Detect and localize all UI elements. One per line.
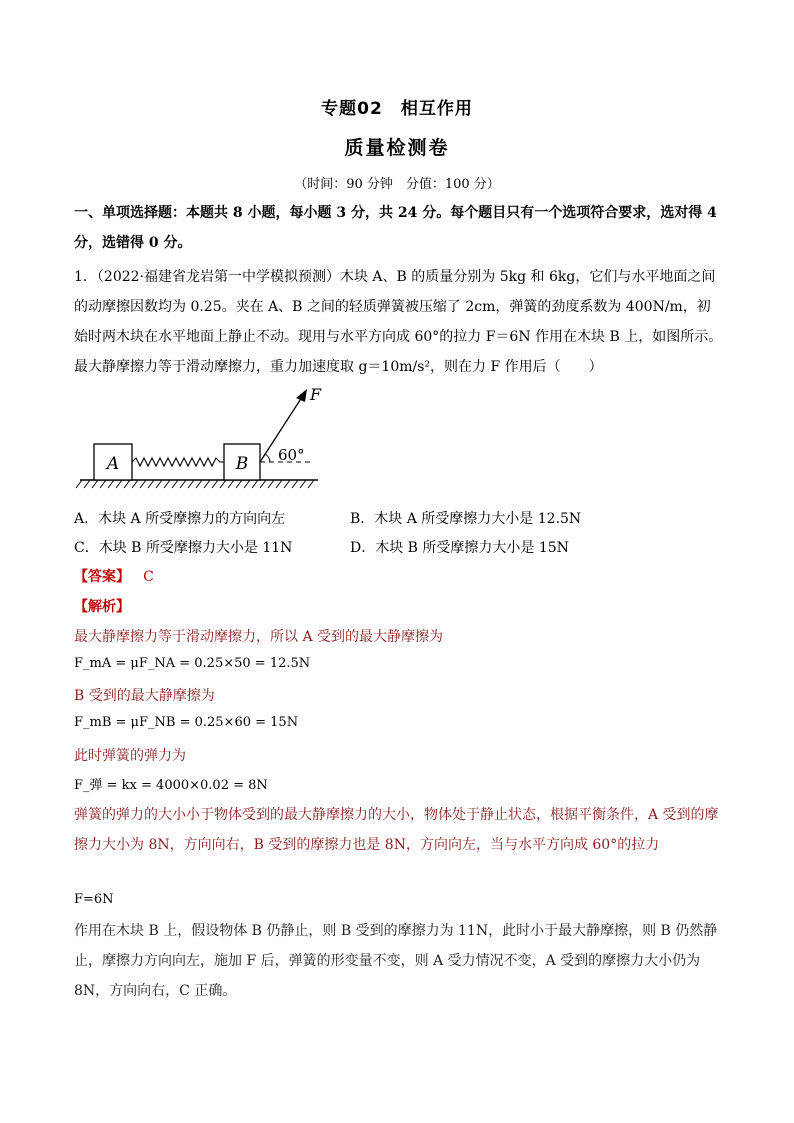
- block-a-label: A: [106, 454, 120, 474]
- answer-value: C: [143, 569, 154, 585]
- question-text: 1．（2022·福建省龙岩第一中学模拟预测）木块 A、B 的质量分别为 5kg 和 6kg，它们与水平地面之间的动摩擦因数均为 0.25。夹在 A、B 之间的轻质弹簧被压缩了 2cm，弹簧的劲度系数为 400N/m，初始时两木块在水平地面上静止不动。现用与水平方向成 60°的拉力 F＝6N 作用在木块 B 上，如图所示。最大静摩擦力等于滑动摩擦力，重力加速度取 g＝10m/s²，则在力 F 作用后（ ）: [74, 269, 723, 375]
- force-label: F: [310, 385, 322, 404]
- physics-figure: [74, 382, 324, 494]
- document-title: 专题02 相互作用: [321, 99, 473, 119]
- option-d: D．木块 B 所受摩擦力大小是 15N: [350, 540, 569, 556]
- equation-4: F=6N: [74, 892, 114, 907]
- analysis-line-3: 此时弹簧的弹力为: [74, 748, 186, 764]
- equation-1: F_mA = μF_NA = 0.25×50 = 12.5N: [74, 656, 311, 671]
- answer-label: 【答案】: [74, 569, 130, 585]
- exam-meta: （时间：90 分钟 分值：100 分）: [294, 177, 500, 192]
- option-c: C．木块 B 所受摩擦力大小是 11N: [74, 540, 293, 556]
- analysis-paragraph-2: 作用在木块 B 上，假设物体 B 仍静止，则 B 受到的摩擦力为 11N，此时小于最大静摩擦，则 B 仍然静止，摩擦力方向向左，施加 F 后，弹簧的形变量不变，则 A 受力情况不变，A 受到的摩擦力大小仍为 8N，方向向右，C 正确。: [74, 923, 718, 999]
- spring: [132, 458, 224, 466]
- answer-row: [74, 566, 154, 586]
- option-b: B．木块 A 所受摩擦力大小是 12.5N: [350, 511, 582, 527]
- option-a: A．木块 A 所受摩擦力的方向向左: [74, 511, 286, 527]
- analysis-paragraph-1: 弹簧的弹力的大小小于物体受到的最大静摩擦力的大小，物体处于静止状态，根据平衡条件，A 受到的摩擦力大小为 8N，方向向右，B 受到的摩擦力也是 8N，方向向左，当与水平方向成 60°的拉力: [74, 807, 719, 853]
- angle-label: 60°: [278, 446, 305, 464]
- force-arrowhead: [296, 389, 307, 402]
- equation-2: F_mB = μF_NB = 0.25×60 = 15N: [74, 715, 299, 730]
- document-subtitle: 质量检测卷: [344, 137, 450, 159]
- ground-hatching: [76, 480, 314, 488]
- analysis-line-2: B 受到的最大静摩擦为: [74, 688, 215, 704]
- analysis-line-1: 最大静摩擦力等于滑动摩擦力，所以 A 受到的最大静摩擦为: [74, 629, 444, 645]
- block-b-label: B: [235, 454, 249, 474]
- angle-arc: [265, 454, 270, 462]
- equation-3: F_弹 = kx = 4000×0.02 = 8N: [74, 778, 268, 793]
- analysis-label: 【解析】: [74, 599, 130, 615]
- section-heading: 一、单项选择题：本题共 8 小题，每小题 3 分，共 24 分。每个题目只有一个选项符合要求，选对得 4 分，选错得 0 分。: [74, 205, 717, 251]
